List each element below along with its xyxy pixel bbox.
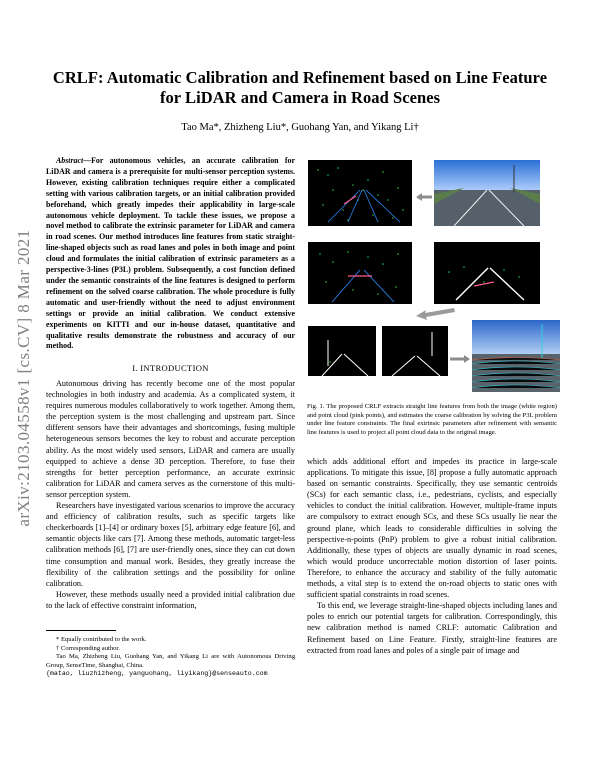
title-line-2: for LiDAR and Camera in Road Scenes bbox=[159, 88, 441, 107]
footnote-rule bbox=[46, 630, 116, 631]
footnote-corresponding-author: † Corresponding author. bbox=[56, 644, 120, 652]
footnote-equal-contribution: * Equally contributed to the work. bbox=[56, 636, 147, 643]
figure-projection-result bbox=[472, 320, 560, 392]
figure-binary-line-mask bbox=[308, 326, 376, 376]
right-column-body bbox=[307, 456, 557, 656]
figure-road-image bbox=[434, 160, 540, 226]
abstract-label: Abstract bbox=[56, 156, 84, 165]
paper-title bbox=[40, 68, 560, 108]
abstract-text: —For autonomous vehicles, an accurate calibration for LiDAR and camera is a prerequisite for multi-sensor perception systems. However, existing calibration techniques require either a complicated setting with various calibration targets, or an initial calibration provided beforehand, which greatly impedes their applicability in large-scale autonomous vehicle deployment. To tackle these issues, we propose a novel method to calibrate the extrinsic parameter for LiDAR and camera in road scenes. Our method introduces line features from static straight-line-shaped objects such as road lanes and poles in both image and point cloud and formulates the initial calibration of extrinsic parameters as a perspective-3-lines (P3L) problem. Subsequently, a cost function defined under the semantic constraints of the line features is designed to perform refinement on the solved coarse calibration. The whole procedure is fully automatic and user-friendly without the need to adjust environment settings or provide an initial calibration. We conduct extensive experiments on KITTI and our in-house dataset, quantitative and qualitative results demonstrate the robustness and accuracy of our method. bbox=[46, 156, 295, 351]
figure-pole-mask bbox=[382, 326, 448, 376]
right-paragraph-1: which adds additional effort and impedes its practice in large-scale applications. To mitigate this issue, [8] propose a fully automatic approach based on semantic constraints. Specifically, they use semantic centroids (SCs) for each semantic class, i.e., pedestrians, cyclists, and especially vehicles to conduct the initial calibration. However, multiple-frame inputs are compulsory to extract enough SCs, and these SCs usually lie near the ground plane, which leads to considerable difficulties in solving the perspective-n-points (PnP) problem to give a robust initial calibration. Additionally, these types of objects are usually dynamic in road scenes, which would produce uncorrectable motion distortion of laser points. Therefore, to enhance the accuracy and stability of the fully automatic methods, a vital step is to extend the on-road objects to static ones with sufficient spatial constraints in road scenes. bbox=[307, 457, 557, 600]
footnote-emails: {matao, liuzhizheng, yanguohang, liyikang}@senseauto.com bbox=[46, 670, 268, 678]
footnotes bbox=[46, 636, 295, 679]
figure-image-line-features bbox=[434, 242, 540, 304]
right-paragraph-2: To this end, we leverage straight-line-shaped objects including lanes and poles to enrich our potential targets for calibration. Correspondingly, this new calibration method is named CRLF: automatic Calibration and Refinement based on Line Feature. Firstly, straight-line features are extracted from road lanes and poles of a single pair of image and bbox=[307, 601, 557, 655]
arxiv-stamp bbox=[12, 178, 36, 578]
figure-1-caption: Fig. 1. The proposed CRLF extracts straight line features from both the image (white region) and point cloud (pink points), and estimates the coarse calibration by solving the P3L problem under line feature constraints. The final extrinsic parameters after refinement with semantic line features is used to project all point cloud data to the original image. bbox=[307, 403, 557, 436]
intro-paragraph-2: Researchers have investigated various scenarios to improve the accuracy and efficiency of calibration results, such as specific targets like checkerboards [1]–[4] or ordinary boxes [5], arbitrary edge feature [6], and semantic objects like cars [7]. Among these methods, automatic target-less calibration methods [6], [7] are user-friendly ones, since they can cut down time consumption and manual work. Besides, they greatly increase the flexibility of the calibration settings and the possibility for online calibration. bbox=[46, 501, 295, 588]
intro-paragraph-1: Autonomous driving has recently become one of the most popular technologies in both industry and academia. As a complicated system, it requires numerous modules collaboratively to work together. Among them, the perception system is the most challenging and upstream part. Since different sensors have their advantages and shortcomings, fusing multiple heterogeneous sensors becomes the key to robust and accurate perception ability. As the most widely used sensors, LiDAR and camera are usually equipped to achieve a dense 3D perception. Therefore, to fuse their strengths for better perception performance, an accurate extrinsic calibration for LiDAR and camera serves as the cornerstone of this multi-sensor perception system. bbox=[46, 379, 295, 499]
section-heading-introduction: I. INTRODUCTION bbox=[132, 363, 209, 373]
figure-pointcloud-lines bbox=[308, 160, 412, 226]
author-list: Tao Ma*, Zhizheng Liu*, Guohang Yan, and Yikang Li† bbox=[181, 122, 419, 133]
arxiv-stamp-text: arXiv:2103.04558v1 [cs.CV] 8 Mar 2021 bbox=[14, 229, 33, 527]
title-line-1: CRLF: Automatic Calibration and Refinement based on Line Feature bbox=[52, 68, 548, 87]
figure-pointcloud-extracted bbox=[308, 242, 412, 304]
intro-paragraph-3: However, these methods usually need a provided initial calibration due to the lack of effective constraint information, bbox=[46, 589, 295, 610]
arrow-to-pointcloud-icon bbox=[416, 188, 432, 196]
arrow-refinement-icon bbox=[416, 306, 456, 320]
introduction-body bbox=[46, 378, 295, 611]
abstract bbox=[46, 156, 295, 352]
figure-1 bbox=[300, 158, 560, 398]
arrow-to-result-icon bbox=[450, 350, 470, 358]
footnote-affiliation: Tao Ma, Zhizheng Liu, Guohang Yan, and Yikang Li are with Autonomous Driving Group, SenseTime, Shanghai, China. bbox=[46, 653, 295, 669]
